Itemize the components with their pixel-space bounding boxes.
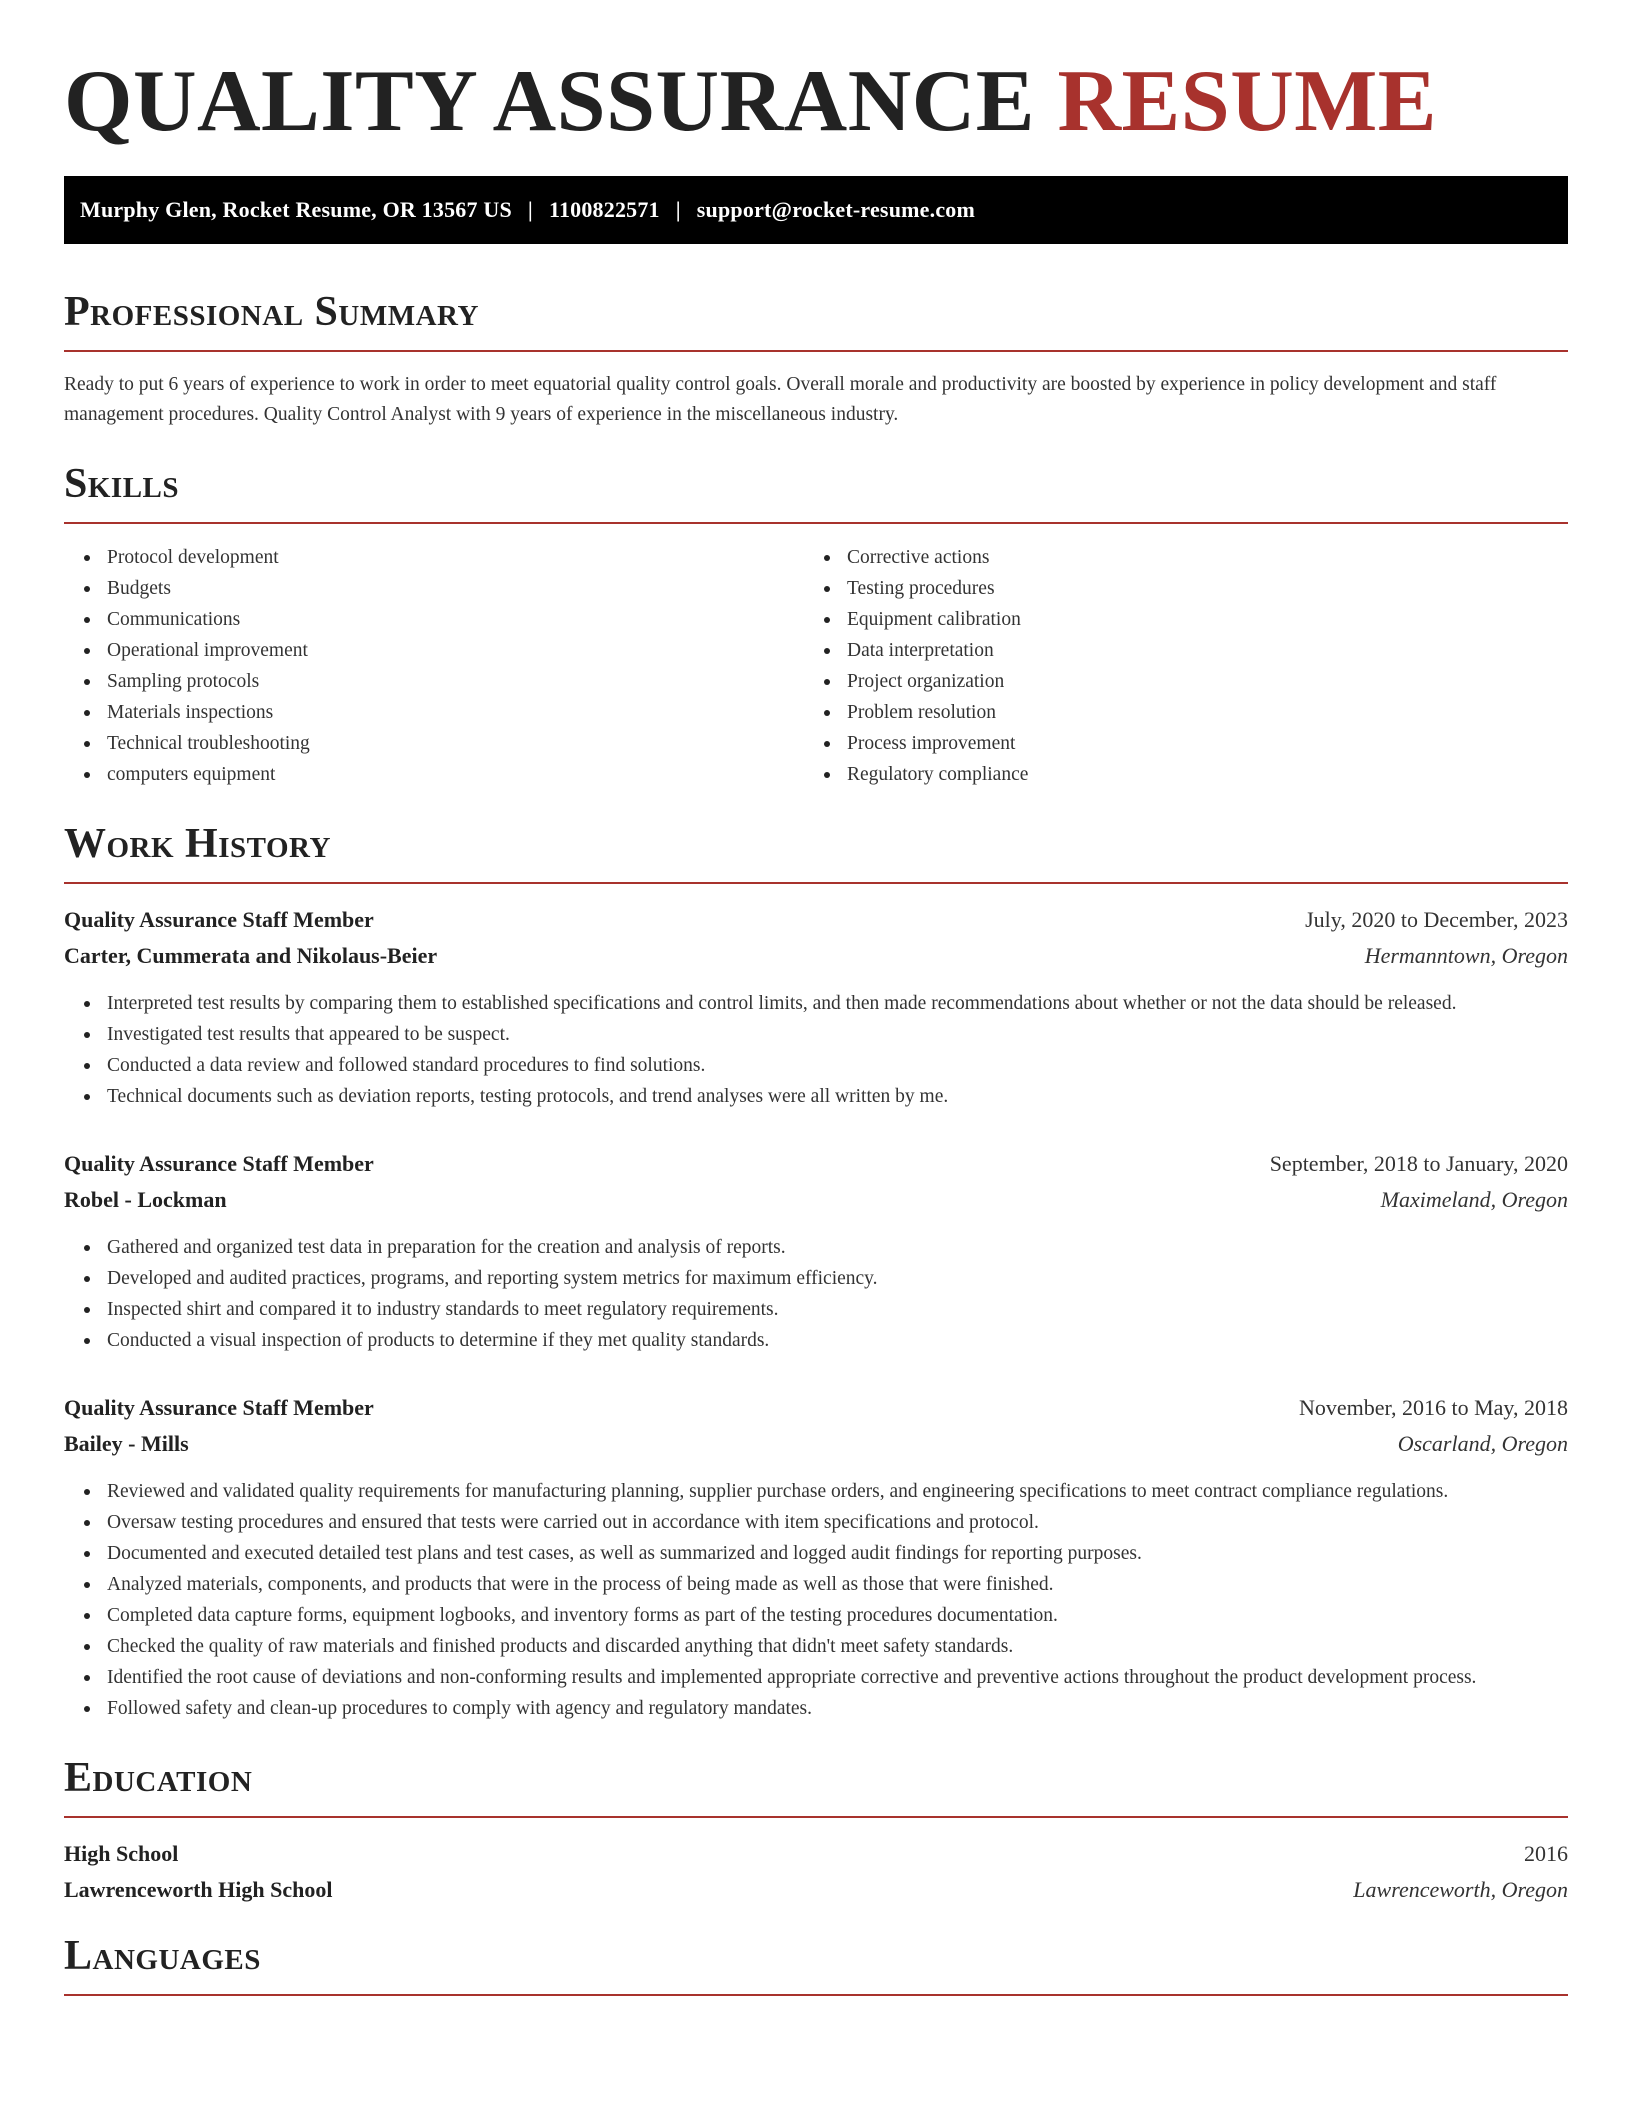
education-school: Lawrenceworth High School: [64, 1877, 333, 1902]
job-location: Hermanntown, Oregon: [1364, 943, 1568, 968]
skill-item: Testing procedures: [804, 573, 1544, 604]
skill-item: Protocol development: [64, 542, 804, 573]
languages-section: [64, 1932, 1568, 1996]
contact-email[interactable]: support@rocket-resume.com: [696, 197, 976, 222]
skills-list-left: [64, 542, 804, 790]
job-bullet: Developed and audited practices, programs, and reporting system metrics for maximum efficiency.: [64, 1263, 1568, 1294]
education-heading: Education: [64, 1754, 1568, 1818]
contact-separator: |: [527, 197, 533, 222]
job-company: Robel - Lockman: [64, 1187, 227, 1212]
title-accent: RESUME: [1057, 53, 1437, 150]
skill-item: Data interpretation: [804, 635, 1544, 666]
contact-phone: 1100822571: [548, 197, 660, 222]
job-company-row: [64, 1182, 1568, 1218]
skill-item: Budgets: [64, 573, 804, 604]
job-bullet: Completed data capture forms, equipment logbooks, and inventory forms as part of the testing procedures documentation.: [64, 1600, 1568, 1631]
job-bullet: Followed safety and clean-up procedures to comply with agency and regulatory mandates.: [64, 1693, 1568, 1724]
job-entry: [64, 1146, 1568, 1356]
skill-item: Regulatory compliance: [804, 759, 1544, 790]
skill-item: Sampling protocols: [64, 666, 804, 697]
job-company-row: [64, 938, 1568, 974]
education-location: Lawrenceworth, Oregon: [1353, 1877, 1568, 1902]
skill-item: Project organization: [804, 666, 1544, 697]
resume-page: [64, 0, 1568, 1996]
job-dates: July, 2020 to December, 2023: [1305, 907, 1568, 932]
education-entry: [64, 1836, 1568, 1908]
job-bullet: Checked the quality of raw materials and finished products and discarded anything that didn't meet safety standards.: [64, 1631, 1568, 1662]
education-section: [64, 1754, 1568, 1908]
education-header-row: [64, 1836, 1568, 1872]
job-header-row: [64, 1146, 1568, 1182]
job-header-row: [64, 902, 1568, 938]
languages-heading: Languages: [64, 1932, 1568, 1996]
job-company: Carter, Cummerata and Nikolaus-Beier: [64, 943, 438, 968]
skills-heading: Skills: [64, 460, 1568, 524]
job-bullet: Interpreted test results by comparing them to established specifications and control limits, and then made recommendations about whether or not the data should be released.: [64, 988, 1568, 1019]
job-bullet: Documented and executed detailed test plans and test cases, as well as summarized and logged audit findings for reporting purposes.: [64, 1538, 1568, 1569]
work-section: [64, 820, 1568, 1724]
contact-address: Murphy Glen, Rocket Resume, OR 13567 US: [80, 197, 512, 222]
work-heading: Work History: [64, 820, 1568, 884]
job-bullet: Identified the root cause of deviations and non-conforming results and implemented appropriate corrective and preventive actions throughout the product development process.: [64, 1662, 1568, 1693]
skills-list-right: [804, 542, 1544, 790]
job-entry: [64, 1390, 1568, 1724]
skill-item: Corrective actions: [804, 542, 1544, 573]
skill-item: Operational improvement: [64, 635, 804, 666]
job-entry: [64, 902, 1568, 1112]
skill-item: Technical troubleshooting: [64, 728, 804, 759]
job-bullets: [64, 1476, 1568, 1724]
job-position: Quality Assurance Staff Member: [64, 1395, 374, 1420]
resume-title: [64, 52, 1568, 152]
skill-item: Equipment calibration: [804, 604, 1544, 635]
job-bullet: Technical documents such as deviation reports, testing protocols, and trend analyses were all written by me.: [64, 1081, 1568, 1112]
skill-item: Materials inspections: [64, 697, 804, 728]
job-bullet: Investigated test results that appeared to be suspect.: [64, 1019, 1568, 1050]
skill-item: Process improvement: [804, 728, 1544, 759]
education-school-row: [64, 1872, 1568, 1908]
job-bullet: Gathered and organized test data in preparation for the creation and analysis of reports.: [64, 1232, 1568, 1263]
job-bullet: Analyzed materials, components, and products that were in the process of being made as well as those that were finished.: [64, 1569, 1568, 1600]
job-position: Quality Assurance Staff Member: [64, 1151, 374, 1176]
job-company: Bailey - Mills: [64, 1431, 189, 1456]
job-header-row: [64, 1390, 1568, 1426]
job-bullet: Conducted a visual inspection of products to determine if they met quality standards.: [64, 1325, 1568, 1356]
skills-section: [64, 460, 1568, 790]
job-bullets: [64, 988, 1568, 1112]
job-company-row: [64, 1426, 1568, 1462]
summary-text: Ready to put 6 years of experience to work in order to meet equatorial quality control goals. Overall morale and productivity are boosted by experience in policy development and staff management procedures. Quality Control Analyst with 9 years of experience in the miscellaneous industry.: [64, 374, 1497, 425]
job-dates: November, 2016 to May, 2018: [1299, 1395, 1568, 1420]
job-bullet: Oversaw testing procedures and ensured that tests were carried out in accordance with item specifications and protocol.: [64, 1507, 1568, 1538]
summary-section: [64, 288, 1568, 430]
job-bullet: Conducted a data review and followed standard procedures to find solutions.: [64, 1050, 1568, 1081]
skill-item: computers equipment: [64, 759, 804, 790]
skill-item: Problem resolution: [804, 697, 1544, 728]
contact-bar: [64, 176, 1568, 244]
job-location: Oscarland, Oregon: [1397, 1431, 1568, 1456]
contact-separator: |: [675, 197, 681, 222]
job-bullet: Reviewed and validated quality requirements for manufacturing planning, supplier purchase orders, and engineering specifications to meet contract compliance regulations.: [64, 1476, 1568, 1507]
skill-item: Communications: [64, 604, 804, 635]
education-degree: High School: [64, 1841, 179, 1866]
education-year: 2016: [1524, 1841, 1568, 1866]
title-main: QUALITY ASSURANCE: [64, 53, 1035, 150]
job-dates: September, 2018 to January, 2020: [1269, 1151, 1568, 1176]
summary-heading: Professional Summary: [64, 288, 1568, 352]
skills-columns: [64, 542, 1568, 790]
job-location: Maximeland, Oregon: [1380, 1187, 1568, 1212]
job-bullet: Inspected shirt and compared it to industry standards to meet regulatory requirements.: [64, 1294, 1568, 1325]
job-bullets: [64, 1232, 1568, 1356]
job-position: Quality Assurance Staff Member: [64, 907, 374, 932]
